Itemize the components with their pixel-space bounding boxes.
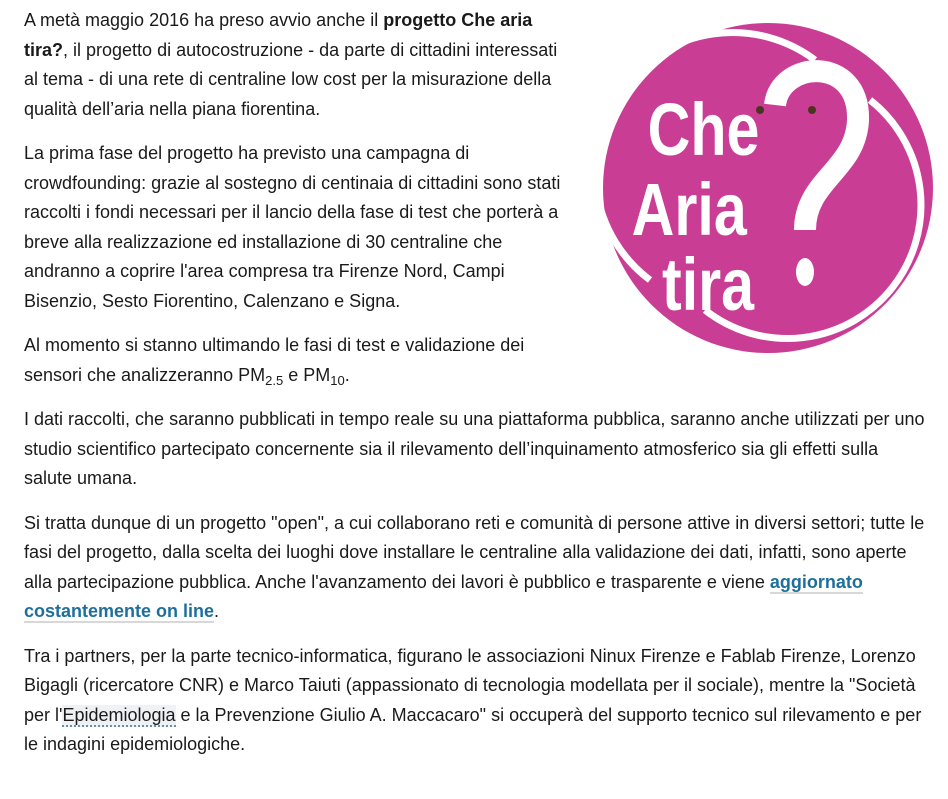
subscript: 2.5 [265,372,284,388]
paragraph-crowdfunding: La prima fase del progetto ha previsto una campagna di crowdfounding: grazie al sostegno di centinaia di cittadini sono stati raccolti i fondi necessari per il lancio della fase di test che porterà a breve alla realizzazione ed installazione di 30 centraline che andranno a coprire l'area compresa tra Firenze Nord, Campi Bisenzio, Sesto Fiorentino, Calenzano e Signa. [24,143,561,311]
paragraph-intro [24,6,572,124]
text: . [214,601,220,621]
text: Al momento si stanno ultimando le fasi di test e validazione dei sensori che analizzeranno PM [24,335,525,385]
text: A metà maggio 2016 ha preso avvio anche il [24,10,384,30]
paragraph-sensors [24,331,572,390]
paragraph-data: I dati raccolti, che saranno pubblicati in tempo reale su una piattaforma pubblica, saranno anche utilizzati per uno studio scientifico partecipato concernente sia il rilevamento dell’inquinamento atmosferico sia gli effetti sulla salute umana. [24,409,925,488]
text: e la Prevenzione Giulio A. Maccacaro" si occuperà del supporto tecnico sul rilevamento e per le indagini epidemiologiche. [24,704,922,754]
paragraph-partners [24,642,928,760]
logo-line1: Che [647,88,760,172]
text: Si tratta dunque di un progetto "open", a cui collaborano reti e comunità di persone attive in diversi settori; tutte le fasi del progetto, dalla scelta dei luoghi dove installare le centraline alla validazione dei dati, infatti, sono aperte alla partecipazione pubblica. Anche l'avanzamento dei lavori è pubblico e trasparente e viene [24,512,925,592]
paragraph-open [24,509,928,627]
logo-line3: tira [662,243,755,327]
text: e PM [283,364,331,385]
text: , il progetto di autocostruzione - da parte di cittadini interessati al tema - di una rete di centraline low cost per la misurazione della qualità dell’aria nella piana fiorentina. [24,39,558,119]
text: Tra i partners, per la parte tecnico-informatica, figurano le associazioni Ninux Firenze e Fablab Firenze, Lorenzo Bigagli (ricercatore CNR) e Marco Taiuti (appassionato di tecnologia modellata per il sociale), mentre la "Società per l' [24,645,916,725]
subscript: 10 [330,372,345,388]
che-aria-tira-logo [590,10,940,360]
epidemiologia-abbr[interactable]: Epidemiologia [62,704,176,725]
project-name: progetto Che aria tira? [24,10,533,60]
updates-link[interactable]: aggiornato costantemente on line [24,571,863,621]
text: . [344,364,350,385]
logo-line2: Aria [631,168,747,252]
